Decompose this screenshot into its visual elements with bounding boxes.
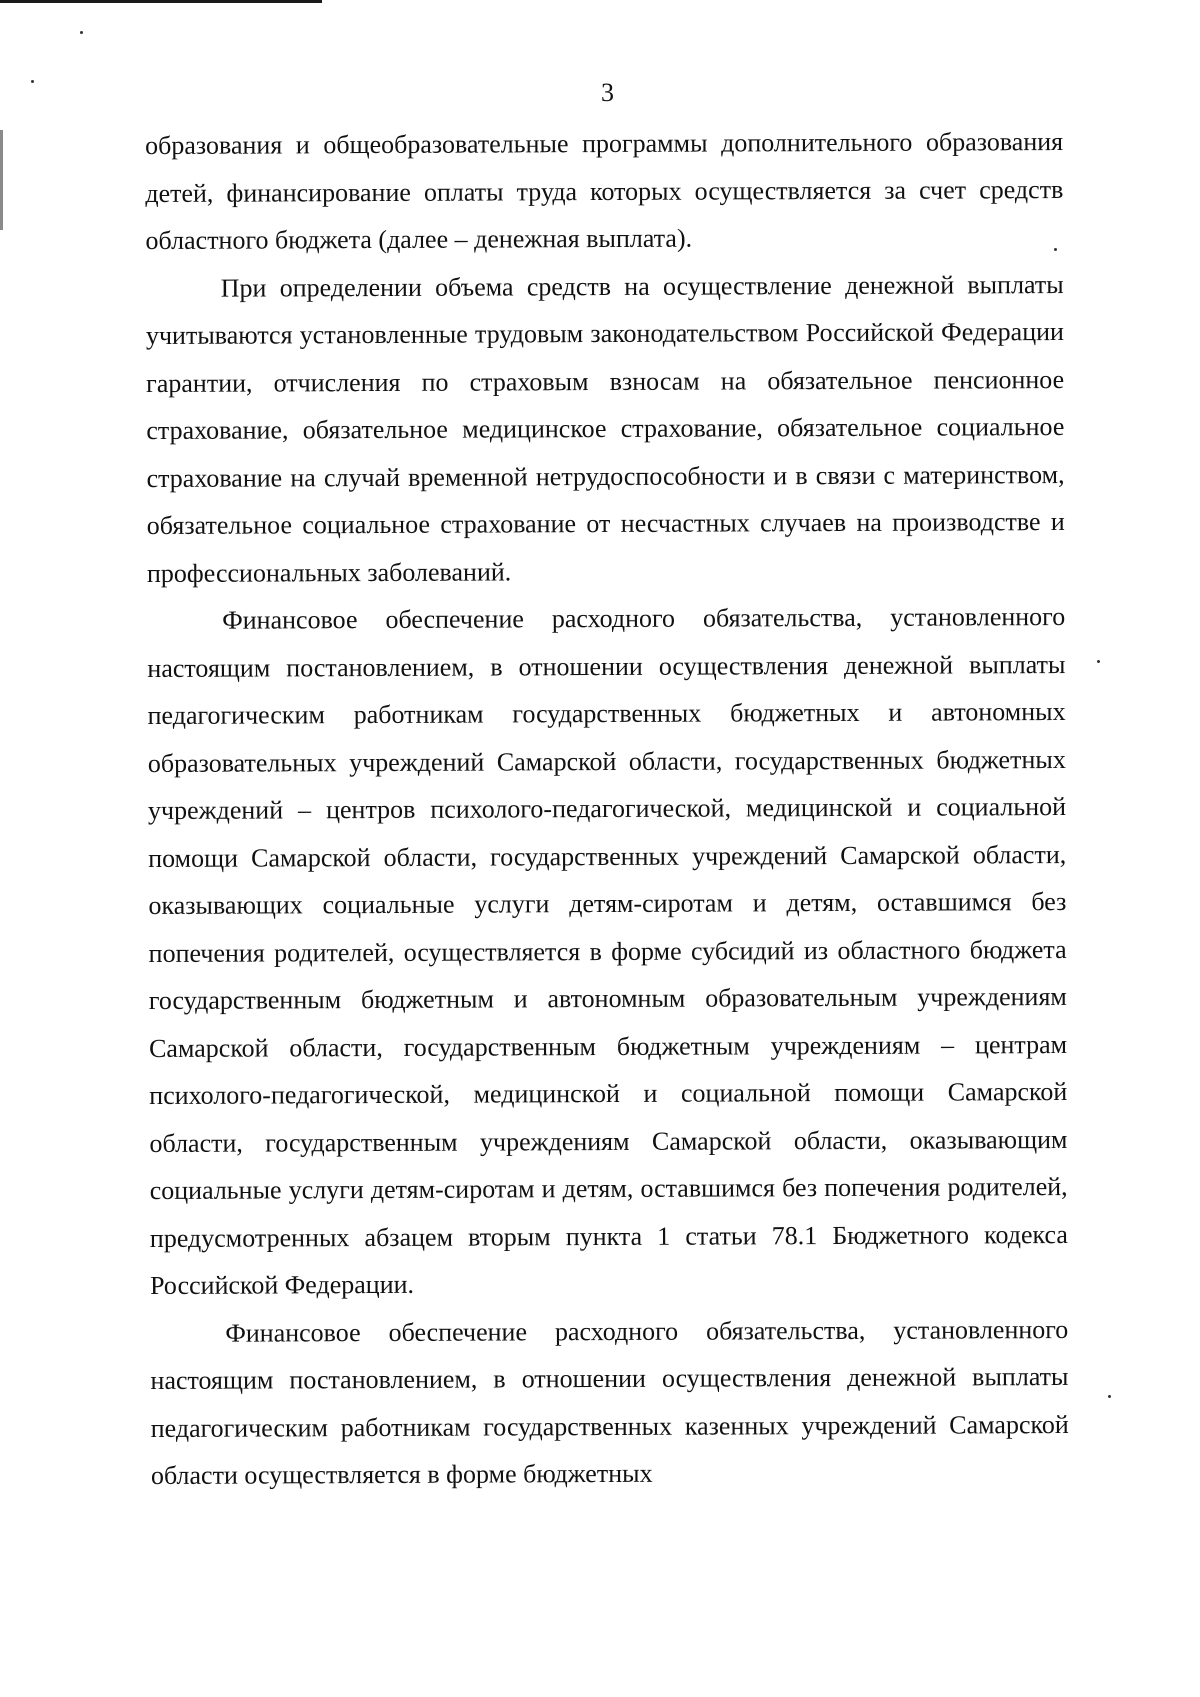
scan-edge-line bbox=[0, 0, 322, 3]
document-body bbox=[145, 118, 1069, 1499]
paragraph-payment-calculation: При определении объема средств на осуществление денежной выплаты учитываются установленные трудовым законодательством Российской Федерации гарантии, отчисления по страховым взносам на обязательное пенсионное страхование, обязательное медицинское страхование, обязательное социальное страхование на случай временной нетрудоспособности и в связи с материнством, обязательное социальное страхование от несчастных случаев на производстве и профессиональных заболеваний. bbox=[145, 269, 1065, 588]
paragraph-state-institutions-funding: Финансовое обеспечение расходного обязательства, установленного настоящим постановлением, в отношении осуществления денежной выплаты педагогическим работникам государственных казенных учреждений Самарской области осуществляется в форме бюджетных bbox=[150, 1314, 1069, 1490]
paragraph-budget-institutions-funding: Финансовое обеспечение расходного обязательства, установленного настоящим постановлением, в отношении осуществления денежной выплаты педагогическим работникам государственных бюджетных и автономных образовательных учреждений Самарской области, государственных бюджетных учреждений – центров психолого-педагогической, медицинской и социальной помощи Самарской области, государственных учреждений Самарской области, оказывающих социальные услуги детям-сиротам и детям, оставшимся без попечения родителей, осуществляется в форме субсидий из областного бюджета государственным бюджетным и автономным образовательным учреждениям Самарской области, государственным бюджетным учреждениям – центрам психолого-педагогической, медицинской и социальной помощи Самарской области, государственным учреждениям Самарской области, оказывающим социальные услуги детям-сиротам и детям, оставшимся без попечения родителей, предусмотренных абзацем вторым пункта 1 статьи 78.1 Бюджетного кодекса Российской Федерации. bbox=[147, 601, 1068, 1300]
scan-speck bbox=[1097, 660, 1100, 663]
paragraph-continuation: образования и общеобразовательные программы дополнительного образования детей, финансирование оплаты труда которых осуществляется за счет средств областного бюджета (далее – денежная выплата). bbox=[145, 126, 1064, 255]
scan-speck bbox=[80, 31, 83, 34]
scan-margin-line bbox=[0, 130, 3, 230]
scan-speck bbox=[1108, 1395, 1111, 1398]
page-number: 3 bbox=[601, 78, 614, 107]
